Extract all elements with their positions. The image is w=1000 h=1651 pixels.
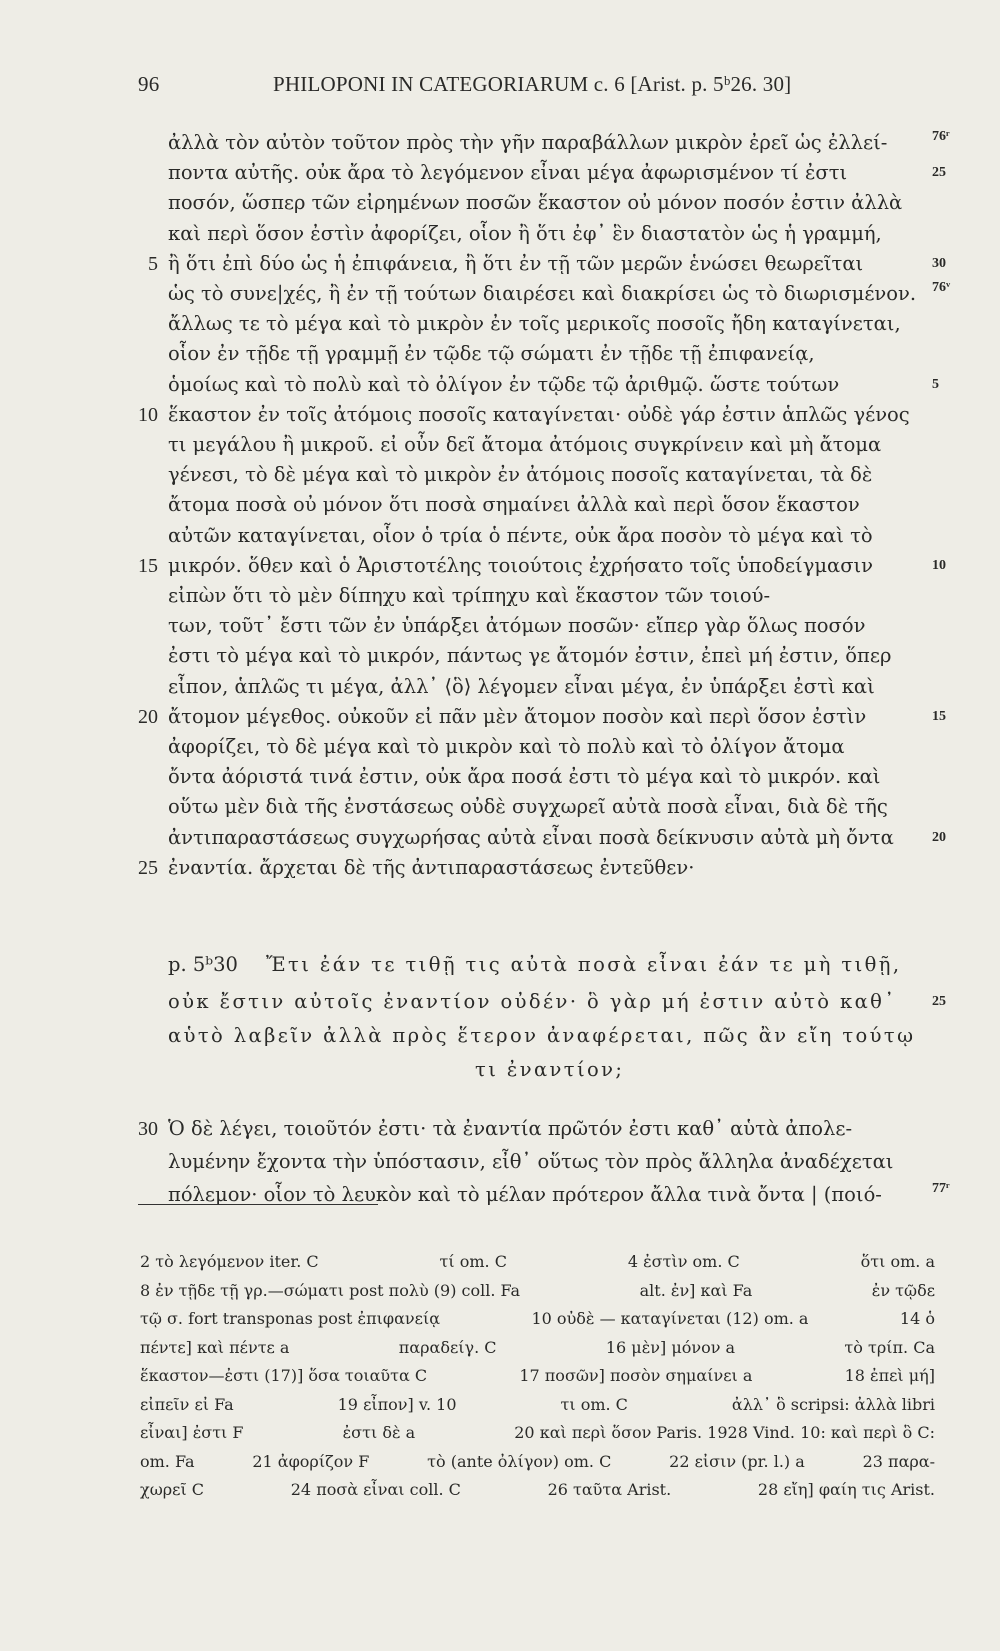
line-text: αὐτῶν καταγίνεται, οἷον ὁ τρία ὁ πέντε, οὐκ ἄρα ποσὸν τὸ μέγα καὶ τὸ xyxy=(168,523,873,547)
text-line xyxy=(0,609,1000,643)
line-text: εἰπὼν ὅτι τὸ μὲν δίπηχυ καὶ τρίπηχυ καὶ ἕκαστον τῶν τοιού- xyxy=(168,584,771,607)
apparatus-line xyxy=(0,1362,1000,1390)
apparatus-entry: om. Fa xyxy=(140,1451,195,1471)
text-line xyxy=(0,821,1000,855)
apparatus-entry: τὸ τρίπ. Ca xyxy=(844,1337,935,1357)
line-text: γένεσι, τὸ δὲ μέγα καὶ τὸ μικρὸν ἐν ἀτόμοις ποσοῖς καταγίνεται, τὰ δὲ xyxy=(168,463,873,487)
apparatus-entry: 23 παρα- xyxy=(862,1451,935,1471)
margin-line-number: 5 xyxy=(932,376,939,392)
line-text: των, τοῦτ᾿ ἔστι τῶν ἐν ὑπάρξει ἀτόμων ποσῶν· εἴπερ γὰρ ὅλως ποσόν xyxy=(168,614,866,638)
apparatus-line xyxy=(0,1248,1000,1276)
text-line xyxy=(0,730,1000,764)
apparatus-entry: ἀλλ᾿ ὃ scripsi: ἀλλὰ libri xyxy=(731,1394,935,1414)
text-line xyxy=(0,398,1000,432)
text-line xyxy=(0,760,1000,794)
apparatus-entry: 8 ἐν τῇδε τῇ γρ.—σώματι post πολὺ (9) coll. Fa xyxy=(140,1280,521,1300)
lemma-line xyxy=(0,985,1000,1019)
apparatus-entry: 20 καὶ περὶ ὅσον Paris. 1928 Vind. 10: καὶ περὶ ὃ C: xyxy=(514,1423,935,1442)
text-line xyxy=(0,488,1000,522)
lemma-text: αὑτὸ λαβεῖν ἀλλὰ πρὸς ἕτερον ἀναφέρεται, πῶς ἂν εἴη τούτῳ xyxy=(168,1024,916,1047)
text-line xyxy=(0,1112,1000,1146)
text-line xyxy=(0,186,1000,220)
text-line xyxy=(0,670,1000,704)
text-line xyxy=(0,337,1000,371)
text-line xyxy=(0,700,1000,734)
margin-line-number: 76ᵛ xyxy=(932,280,951,295)
line-text: ἀφορίζει, τὸ δὲ μέγα καὶ τὸ μικρὸν καὶ τὸ πολὺ καὶ τὸ ὀλίγον ἄτομα xyxy=(168,735,845,758)
running-header xyxy=(138,72,898,102)
apparatus-entry: ὅτι om. a xyxy=(860,1252,935,1271)
apparatus-entry: 10 οὐδὲ — καταγίνεται (12) om. a xyxy=(531,1309,809,1328)
line-text: ὄντα ἀόριστά τινά ἐστιν, οὐκ ἄρα ποσά ἐστι τὸ μέγα καὶ τὸ μικρόν. καὶ xyxy=(168,765,881,789)
line-text: ἀλλὰ τὸν αὐτὸν τοῦτον πρὸς τὴν γῆν παραβάλλων μικρὸν ἐρεῖ ὡς ἐλλεί- xyxy=(168,131,888,154)
line-text: ἄτομα ποσὰ οὐ μόνον ὅτι ποσὰ σημαίνει ἀλλὰ καὶ περὶ ὅσον ἕκαστον xyxy=(168,493,860,517)
page-number: 96 xyxy=(138,72,160,96)
margin-line-number: 30 xyxy=(932,255,946,271)
margin-line-number: 15 xyxy=(932,708,946,724)
apparatus-entry: εἶναι] ἐστι F xyxy=(140,1423,244,1442)
line-number: 30 xyxy=(138,1118,158,1140)
apparatus-entry: τὸ (ante ὀλίγον) om. C xyxy=(427,1451,612,1471)
lemma-text: Ἔτι ἐάν τε τιθῇ τις αὐτὰ ποσὰ εἶναι ἐάν τε μὴ τιθῇ, xyxy=(266,953,902,976)
text-line xyxy=(0,368,1000,402)
text-line xyxy=(0,277,1000,311)
text-line xyxy=(0,639,1000,673)
line-text: λυμένην ἔχοντα τὴν ὑπόστασιν, εἶθ᾿ οὕτως τὸν πρὸς ἄλληλα ἀναδέχεται xyxy=(168,1150,894,1173)
text-line xyxy=(0,1145,1000,1179)
text-line xyxy=(0,156,1000,190)
lemma-line xyxy=(0,948,1000,982)
apparatus-line xyxy=(0,1277,1000,1305)
apparatus-line xyxy=(0,1391,1000,1419)
line-number: 20 xyxy=(138,705,158,728)
apparatus-entry: 21 ἀφορίζον F xyxy=(252,1451,370,1471)
apparatus-entry: ἐστι δὲ a xyxy=(342,1423,416,1442)
apparatus-entry: 16 μὲν] μόνον a xyxy=(605,1337,736,1357)
apparatus-entry: 28 εἴη] φαίη τις Arist. xyxy=(757,1480,935,1499)
lemma-line xyxy=(0,1019,1000,1053)
line-number: 25 xyxy=(138,856,158,879)
apparatus-entry: 19 εἶπον] v. 10 xyxy=(337,1394,457,1414)
line-text: ἄτομον μέγεθος. οὐκοῦν εἰ πᾶν μὲν ἄτομον ποσὸν καὶ περὶ ὅσον ἐστὶν xyxy=(168,704,867,728)
apparatus-entry: παραδείγ. C xyxy=(398,1337,497,1357)
apparatus-entry: 24 ποσὰ εἶναι coll. C xyxy=(290,1480,461,1499)
apparatus-entry: ἕκαστον—ἐστι (17)] ὅσα τοιαῦτα C xyxy=(140,1366,428,1385)
line-number: 5 xyxy=(148,252,158,275)
footnote-rule xyxy=(138,1204,378,1205)
line-text: πόλεμον· οἷον τὸ λευκὸν καὶ τὸ μέλαν πρότερον ἄλλα τινὰ ὄντα | (ποιό- xyxy=(168,1183,882,1206)
text-line xyxy=(0,549,1000,583)
line-text: ἐναντία. ἄρχεται δὲ τῆς ἀντιπαραστάσεως ἐντεῦθεν· xyxy=(168,855,695,879)
line-text: ὁμοίως καὶ τὸ πολὺ καὶ τὸ ὀλίγον ἐν τῷδε τῷ ἀριθμῷ. ὥστε τούτων xyxy=(168,372,840,396)
apparatus-line xyxy=(0,1305,1000,1333)
line-text: οἷον ἐν τῇδε τῇ γραμμῇ ἐν τῷδε τῷ σώματι ἐν τῇδε τῇ ἐπιφανείᾳ, xyxy=(168,342,815,366)
apparatus-line xyxy=(0,1419,1000,1447)
line-text: ποντα αὐτῆς. οὐκ ἄρα τὸ λεγόμενον εἶναι μέγα ἀφωρισμένον τί ἐστι xyxy=(168,161,848,185)
apparatus-entry: 22 εἰσιν (pr. l.) a xyxy=(669,1451,805,1471)
text-line xyxy=(0,307,1000,341)
text-line xyxy=(0,217,1000,251)
text-line xyxy=(0,579,1000,613)
lemma-ref: p. 5ᵇ30 xyxy=(168,953,238,976)
text-line xyxy=(0,428,1000,462)
text-line xyxy=(0,790,1000,824)
apparatus-entry: εἰπεῖν εἰ Fa xyxy=(140,1394,234,1414)
line-text: Ὁ δὲ λέγει, τοιοῦτόν ἐστι· τὰ ἐναντία πρῶτόν ἐστι καθ᾿ αὑτὰ ἀπολε- xyxy=(168,1117,853,1140)
lemma-text: οὐκ ἔστιν αὐτοῖς ἐναντίον οὐδέν· ὃ γὰρ μή ἐστιν αὐτὸ καθ᾿ xyxy=(168,990,897,1013)
margin-line-number: 77ʳ xyxy=(932,1181,950,1196)
text-line xyxy=(0,126,1000,160)
line-text: ἢ ὅτι ἐπὶ δύο ὡς ἡ ἐπιφάνεια, ἢ ὅτι ἐν τῇ τῶν μερῶν ἑνώσει θεωρεῖται xyxy=(168,251,864,275)
margin-line-number: 25 xyxy=(932,165,946,181)
line-number: 15 xyxy=(138,554,158,577)
apparatus-entry: 17 ποσῶν] ποσὸν σημαίνει a xyxy=(519,1366,753,1385)
line-text: οὕτω μὲν διὰ τῆς ἐνστάσεως οὐδὲ συγχωρεῖ αὐτὰ ποσὰ εἶναι, διὰ δὲ τῆς xyxy=(168,795,888,819)
text-line xyxy=(0,458,1000,492)
margin-line-number: 10 xyxy=(932,557,946,573)
text-line xyxy=(0,519,1000,553)
apparatus-entry: 18 ἐπεὶ μή] xyxy=(844,1366,935,1385)
text-line xyxy=(0,851,1000,885)
apparatus-entry: ἐν τῷδε xyxy=(871,1280,935,1300)
lemma-line xyxy=(0,1053,1000,1087)
apparatus-entry: τῷ σ. fort transponas post ἐπιφανείᾳ xyxy=(140,1309,441,1328)
margin-line-number: 76ʳ xyxy=(932,129,950,144)
apparatus-line xyxy=(0,1334,1000,1362)
apparatus-entry: 2 τὸ λεγόμενον iter. C xyxy=(140,1252,319,1271)
apparatus-line xyxy=(0,1448,1000,1476)
line-text: τι μεγάλου ἢ μικροῦ. εἰ οὖν δεῖ ἄτομα ἀτόμοις συγκρίνειν καὶ μὴ ἄτομα xyxy=(168,433,882,456)
apparatus-entry: 14 ὁ xyxy=(899,1309,935,1328)
line-text: ποσόν, ὥσπερ τῶν εἰρημένων ποσῶν ἕκαστον οὐ μόνον ποσόν ἐστιν ἀλλὰ xyxy=(168,191,903,215)
line-text: ἄλλως τε τὸ μέγα καὶ τὸ μικρὸν ἐν τοῖς μερικοῖς ποσοῖς ἤδη καταγίνεται, xyxy=(168,312,901,336)
line-text: μικρόν. ὅθεν καὶ ὁ Ἀριστοτέλης τοιούτοις ἐχρήσατο τοῖς ὑποδείγμασιν xyxy=(168,553,874,577)
text-line xyxy=(0,1178,1000,1212)
margin-line-number: 20 xyxy=(932,829,946,845)
lemma-text: τι ἐναντίον; xyxy=(475,1058,625,1081)
apparatus-entry: χωρεῖ C xyxy=(140,1480,205,1499)
apparatus-entry: 26 ταῦτα Arist. xyxy=(547,1480,672,1499)
running-title: PHILOPONI IN CATEGORIARUM c. 6 [Arist. p. 5ᵇ26. 30] xyxy=(273,72,792,96)
line-text: ἀντιπαραστάσεως συγχωρήσας αὐτὰ εἶναι ποσὰ δείκνυσιν αὐτὰ μὴ ὄντα xyxy=(168,825,894,849)
apparatus-line xyxy=(0,1476,1000,1504)
apparatus-entry: τι om. C xyxy=(560,1394,628,1414)
apparatus-entry: πέντε] καὶ πέντε a xyxy=(140,1337,290,1357)
apparatus-entry: alt. ἐν] καὶ Fa xyxy=(639,1280,753,1300)
margin-line-number: 25 xyxy=(932,994,946,1009)
line-number: 10 xyxy=(138,403,158,426)
apparatus-entry: τί om. C xyxy=(439,1252,507,1271)
line-text: εἶπον, ἁπλῶς τι μέγα, ἀλλ᾿ ⟨ὃ⟩ λέγομεν εἶναι μέγα, ἐν ὑπάρξει ἐστὶ καὶ xyxy=(168,674,875,698)
apparatus-entry: 4 ἐστὶν om. C xyxy=(627,1252,740,1271)
line-text: ἕκαστον ἐν τοῖς ἀτόμοις ποσοῖς καταγίνεται· οὐδὲ γάρ ἐστιν ἁπλῶς γένος xyxy=(168,402,910,426)
line-text: ἐστι τὸ μέγα καὶ τὸ μικρόν, πάντως γε ἄτομόν ἐστιν, ἐπεὶ μή ἐστιν, ὅπερ xyxy=(168,644,892,668)
line-text: ὡς τὸ συνε|χές, ἢ ἐν τῇ τούτων διαιρέσει καὶ διακρίσει ὡς τὸ διωρισμένον. xyxy=(168,282,917,305)
text-line xyxy=(0,247,1000,281)
line-text: καὶ περὶ ὅσον ἐστὶν ἀφορίζει, οἷον ἢ ὅτι ἐφ᾿ ἓν διαστατὸν ὡς ἡ γραμμή, xyxy=(168,221,882,245)
